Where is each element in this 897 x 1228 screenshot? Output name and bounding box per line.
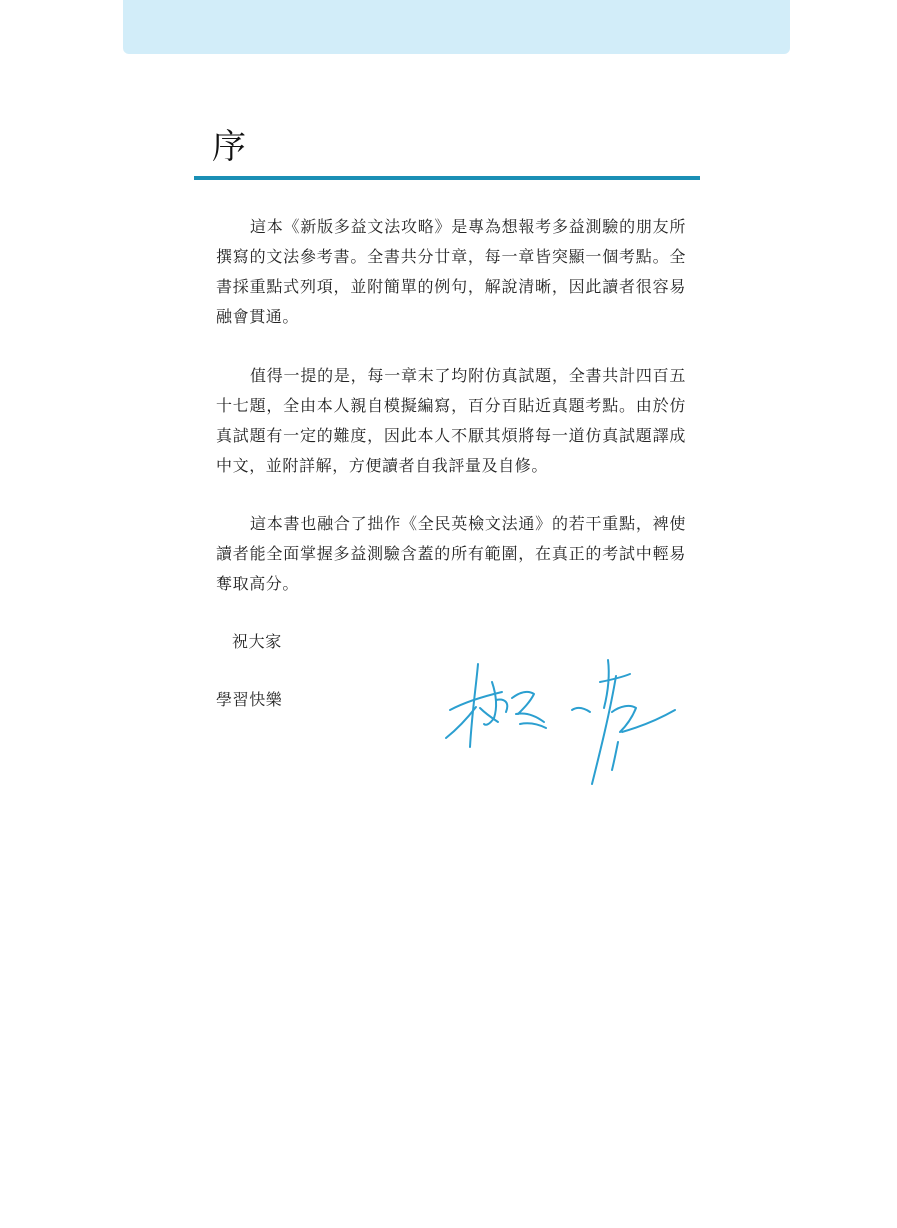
- closing-text: 學習快樂: [216, 690, 283, 709]
- author-signature: [440, 652, 685, 792]
- paragraph-2: 值得一提的是，每一章末了均附仿真試題，全書共計四百五十七題，全由本人親自模擬編寫，百分百貼近真題考點。由於仿真試題有一定的難度，因此本人不厭其煩將每一道仿真試題譯成中文，並附詳解，方便讀者自我評量及自修。: [216, 366, 686, 475]
- greeting-text: 祝大家: [232, 632, 282, 651]
- paragraph-3: 這本書也融合了拙作《全民英檢文法通》的若干重點，裨使讀者能全面掌握多益測驗含蓋的所有範圍，在真正的考試中輕易奪取高分。: [216, 514, 686, 593]
- page-title: 序: [212, 127, 246, 167]
- paragraph-1: 這本《新版多益文法攻略》是專為想報考多益測驗的朋友所撰寫的文法參考書。全書共分廿章，每一章皆突顯一個考點。全書採重點式列項，並附簡單的例句，解說清晰，因此讀者很容易融會貫通。: [216, 217, 686, 326]
- title-underline: [194, 176, 700, 180]
- top-banner: [123, 0, 790, 54]
